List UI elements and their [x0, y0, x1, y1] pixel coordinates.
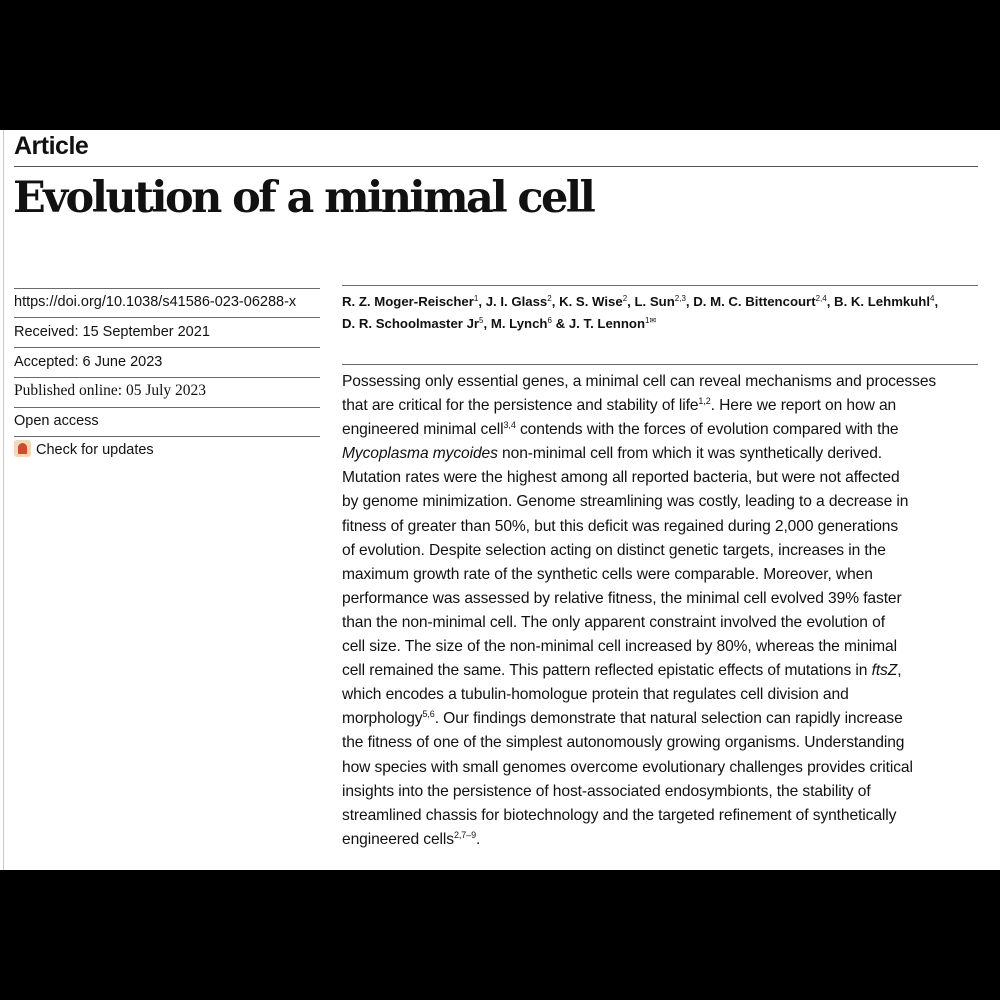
page-edge-rule	[3, 130, 4, 870]
meta-divider	[14, 407, 320, 408]
citation-superscript[interactable]: 3,4	[503, 420, 516, 431]
abstract-text: ,	[897, 662, 902, 680]
doi-link[interactable]: https://doi.org/10.1038/s41586-023-06288-x	[14, 294, 297, 310]
author-list	[342, 291, 990, 335]
affiliation-superscript: 2	[622, 294, 628, 303]
abstract-line	[342, 828, 978, 852]
author-name[interactable]: L. Sun	[634, 294, 675, 309]
abstract-text: cell remained the same. This pattern reflected epistatic effects of mutations in	[342, 662, 872, 680]
affiliation-superscript: 2,4	[815, 294, 827, 303]
check-for-updates-label: Check for updates	[36, 442, 154, 458]
abstract-text: performance was assessed by relative fitness, the minimal cell evolved 39% faster	[342, 589, 902, 607]
check-for-updates-button[interactable]	[14, 440, 320, 460]
abstract	[342, 370, 978, 852]
abstract-text: streamlined chassis for biotechnology and the targeted refinement of synthetically	[342, 806, 897, 824]
abstract-text: Possessing only essential genes, a minimal cell can reveal mechanisms and processes	[342, 373, 937, 390]
section-label: Article	[14, 132, 89, 160]
abstract-line	[342, 659, 978, 683]
abstract-text: Mutation rates were the highest among all reported bacteria, but were not affected	[342, 469, 900, 487]
abstract-line	[342, 611, 978, 635]
author-separator: ,	[627, 294, 635, 309]
accepted-date: Accepted: 6 June 2023	[14, 354, 163, 370]
meta-divider	[14, 288, 320, 289]
author-name[interactable]: J. I. Glass	[485, 294, 548, 309]
abstract-text: .	[476, 830, 481, 848]
author-separator: ,	[483, 316, 491, 331]
author-name[interactable]: R. Z. Moger-Reischer	[342, 294, 474, 309]
citation-superscript[interactable]: 5,6	[422, 709, 435, 720]
author-name[interactable]: K. S. Wise	[559, 294, 623, 309]
meta-divider	[14, 377, 320, 378]
abstract-line	[342, 515, 978, 539]
author-name[interactable]: J. T. Lennon	[568, 316, 646, 331]
abstract-line	[342, 563, 978, 587]
crossmark-icon	[14, 440, 31, 457]
author-name[interactable]: M. Lynch	[490, 316, 548, 331]
affiliation-superscript: 1✉	[645, 316, 657, 325]
authors-divider	[342, 285, 978, 286]
meta-divider	[14, 347, 320, 348]
affiliation-superscript: 5	[479, 316, 484, 325]
abstract-text: engineered minimal cell	[342, 421, 504, 439]
abstract-text: by genome minimization. Genome streamlining was costly, leading to a decrease in	[342, 493, 909, 511]
abstract-text: maximum growth rate of the synthetic cells were comparable. Moreover, when	[342, 565, 873, 583]
abstract-line	[342, 756, 978, 780]
italic-term: Mycoplasma mycoides	[342, 445, 498, 463]
meta-divider	[14, 317, 320, 318]
abstract-line	[342, 539, 978, 563]
author-name[interactable]: B. K. Lehmkuhl	[834, 294, 931, 309]
affiliation-superscript: 2,3	[674, 294, 686, 303]
author-line	[342, 291, 990, 313]
abstract-text: how species with small genomes overcome evolutionary challenges provides critical	[342, 758, 913, 776]
affiliation-superscript: 1	[473, 294, 479, 303]
affiliation-superscript: 6	[547, 316, 552, 325]
abstract-text: non-minimal cell from which it was synthetically derived.	[497, 445, 883, 463]
article-title: Evolution of a minimal cell	[13, 173, 594, 223]
abstract-line	[342, 490, 978, 514]
citation-superscript[interactable]: 1,2	[698, 396, 711, 407]
author-separator: ,	[826, 294, 835, 309]
open-access-label: Open access	[14, 413, 99, 429]
author-separator: &	[551, 316, 569, 331]
abstract-line	[342, 418, 978, 442]
abstract-text: of evolution. Despite selection acting on distinct genetic targets, increases in the	[342, 541, 886, 559]
meta-divider	[14, 436, 320, 437]
affiliation-superscript: 2	[547, 294, 552, 303]
italic-term: ftsZ	[871, 662, 898, 680]
author-separator: ,	[551, 294, 560, 309]
abstract-divider	[342, 364, 978, 365]
abstract-line	[342, 731, 978, 755]
abstract-text: insights into the persistence of host-associated endosymbionts, the stability of	[342, 782, 871, 800]
author-separator: ,	[478, 294, 486, 309]
author-separator: ,	[685, 294, 694, 309]
published-date: Published online: 05 July 2023	[14, 382, 207, 399]
abstract-text: . Our findings demonstrate that natural selection can rapidly increase	[434, 710, 903, 728]
abstract-line	[342, 780, 978, 804]
author-name[interactable]: D. M. C. Bittencourt	[693, 294, 816, 309]
abstract-text: than the non-minimal cell. The only apparent constraint involved the evolution of	[342, 613, 885, 631]
abstract-line	[342, 587, 978, 611]
author-name[interactable]: D. R. Schoolmaster Jr	[342, 316, 480, 331]
abstract-text: fitness of greater than 50%, but this deficit was regained during 2,000 generations	[342, 517, 899, 535]
abstract-text: morphology	[342, 710, 423, 728]
abstract-text: contends with the forces of evolution compared with the	[515, 421, 899, 439]
abstract-text: the fitness of one of the simplest autonomously growing organisms. Understanding	[342, 734, 905, 752]
abstract-line	[342, 635, 978, 659]
author-line	[342, 313, 990, 335]
citation-superscript[interactable]: 2,7–9	[453, 829, 476, 840]
abstract-line	[342, 442, 978, 466]
author-separator: ,	[934, 294, 939, 309]
article-page	[0, 130, 1000, 870]
abstract-text: that are critical for the persistence and stability of life	[342, 397, 699, 415]
abstract-line	[342, 370, 978, 394]
affiliation-superscript: 4	[930, 294, 935, 303]
abstract-line	[342, 394, 978, 418]
abstract-text: engineered cells	[342, 830, 454, 848]
abstract-line	[342, 707, 978, 731]
abstract-text: cell size. The size of the non-minimal cell increased by 80%, whereas the minimal	[342, 638, 897, 656]
abstract-line	[342, 804, 978, 828]
abstract-line	[342, 466, 978, 490]
received-date: Received: 15 September 2021	[14, 324, 210, 340]
abstract-line	[342, 683, 978, 707]
header-divider	[14, 166, 978, 167]
abstract-text: which encodes a tubulin-homologue protein that regulates cell division and	[342, 686, 849, 704]
abstract-text: . Here we report on how an	[710, 397, 897, 415]
